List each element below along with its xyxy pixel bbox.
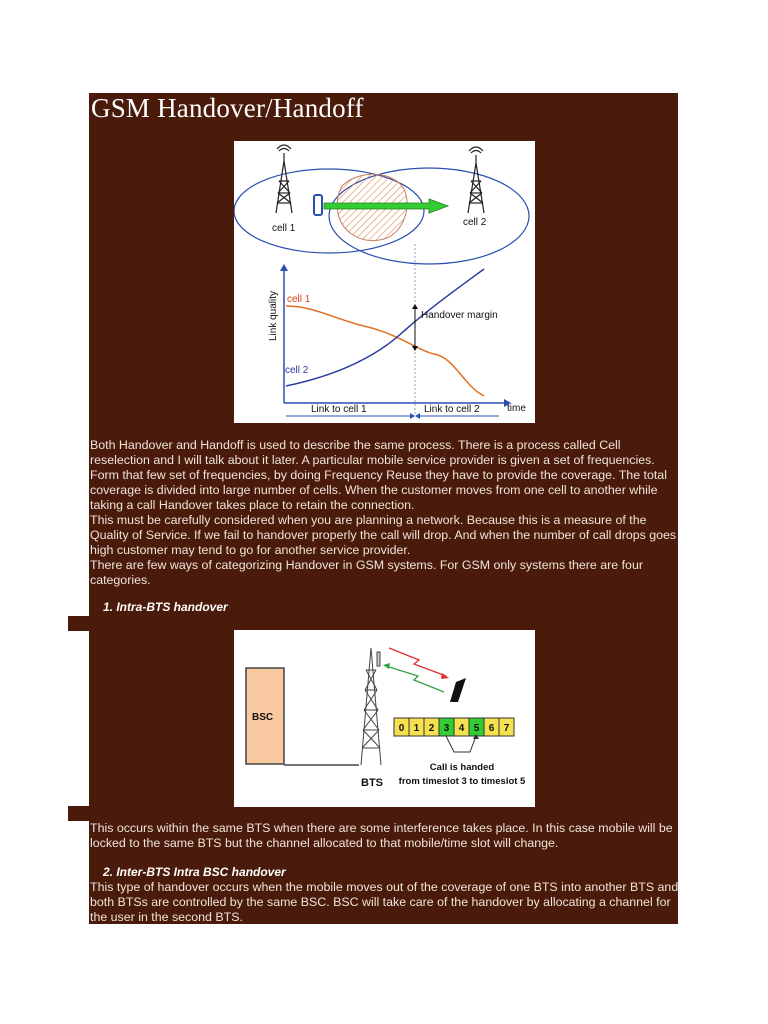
bts-tower-icon	[361, 648, 381, 765]
link-2-arrow-icon	[415, 413, 420, 419]
timeslot-label: 6	[488, 723, 495, 734]
green-signal-icon	[386, 666, 444, 692]
link-to-cell-1-label: Link to cell 1	[311, 404, 367, 415]
page-title: GSM Handover/Handoff	[91, 93, 364, 123]
heading-intra-bts: 1. Intra-BTS handover	[103, 600, 228, 614]
bts-label: BTS	[361, 777, 383, 789]
margin-arrow-down-icon	[412, 346, 418, 351]
tower-2-icon	[468, 147, 484, 213]
handover-bracket	[446, 736, 476, 752]
red-signal-icon	[389, 648, 446, 676]
intra-bts-diagram	[234, 630, 535, 807]
caption-line-1: Call is handed	[429, 762, 495, 773]
timeslot-label: 0	[398, 723, 405, 734]
mobile-phone-icon	[314, 195, 322, 215]
time-axis-label: time	[507, 403, 526, 414]
cell-1-label: cell 1	[272, 223, 296, 234]
left-tab-marker-2	[68, 806, 90, 821]
paragraph-inter-bts: This type of handover occurs when the mobile moves out of the coverage of one BTS into another BTS and both BTSs are controlled by the same BSC. BSC will take care of the handover by allocating a channel for the user in the second BTS.	[90, 880, 679, 924]
tower-1-icon	[276, 145, 292, 213]
paragraph: This must be carefully considered when you are planning a network. Because this is a measure of the Quality of Service. If we fail to handover properly the call will drop. And when the number of call drops goes high customer may tend to go for another service provider.	[90, 513, 677, 557]
timeslot-label: 4	[458, 723, 465, 734]
timeslot-label: 1	[413, 723, 420, 734]
paragraph: Both Handover and Handoff is used to describe the same process. There is a process called Cell reselection and I will talk about it later. A particular mobile service provider is given a set of frequencies. Form that few set of frequencies, by doing Frequency Reuse they have to provide the coverage. The total coverage is divided into large number of cells. When the customer moves from one cell to another while taking a call Handover takes place to retain the connection.	[90, 438, 667, 512]
cell-2-label: cell 2	[463, 217, 487, 228]
timeslot-bar	[394, 718, 514, 736]
intra-bts-diagram-svg	[234, 630, 535, 807]
y-axis-arrow-icon	[280, 264, 288, 271]
paragraph: There are few ways of categorizing Handover in GSM systems. For GSM only systems there are four categories.	[90, 558, 643, 587]
intro-paragraphs	[90, 438, 680, 588]
bsc-label: BSC	[252, 712, 274, 723]
margin-arrow-up-icon	[412, 304, 418, 309]
link-1-arrow-icon	[410, 413, 415, 419]
timeslot-label: 5	[473, 723, 480, 734]
handover-diagram	[234, 141, 535, 423]
timeslot-label: 7	[503, 723, 510, 734]
mobile-phone-icon	[450, 678, 466, 702]
cell-1-curve-label: cell 1	[287, 294, 311, 305]
red-signal-arrowhead-icon	[441, 673, 449, 679]
heading-inter-bts: 2. Inter-BTS Intra BSC handover	[103, 865, 286, 879]
cell-2-quality-curve	[286, 269, 484, 386]
caption-line-2: from timeslot 3 to timeslot 5	[398, 776, 526, 787]
y-axis-label: Link quality	[268, 290, 279, 341]
paragraph-intra-bts: This occurs within the same BTS when there are some interference takes place. In this case mobile will be locked to the same BTS but the channel allocated to that mobile/time slot will change.	[90, 821, 673, 850]
link-to-cell-2-label: Link to cell 2	[424, 404, 480, 415]
green-signal-arrowhead-icon	[383, 663, 390, 669]
article-page	[89, 93, 678, 924]
timeslot-label: 2	[428, 723, 435, 734]
handover-diagram-svg	[234, 141, 535, 423]
left-tab-marker-1	[68, 616, 90, 631]
cell-2-curve-label: cell 2	[285, 365, 309, 376]
timeslot-label: 3	[443, 723, 450, 734]
handover-margin-label: Handover margin	[421, 310, 498, 321]
